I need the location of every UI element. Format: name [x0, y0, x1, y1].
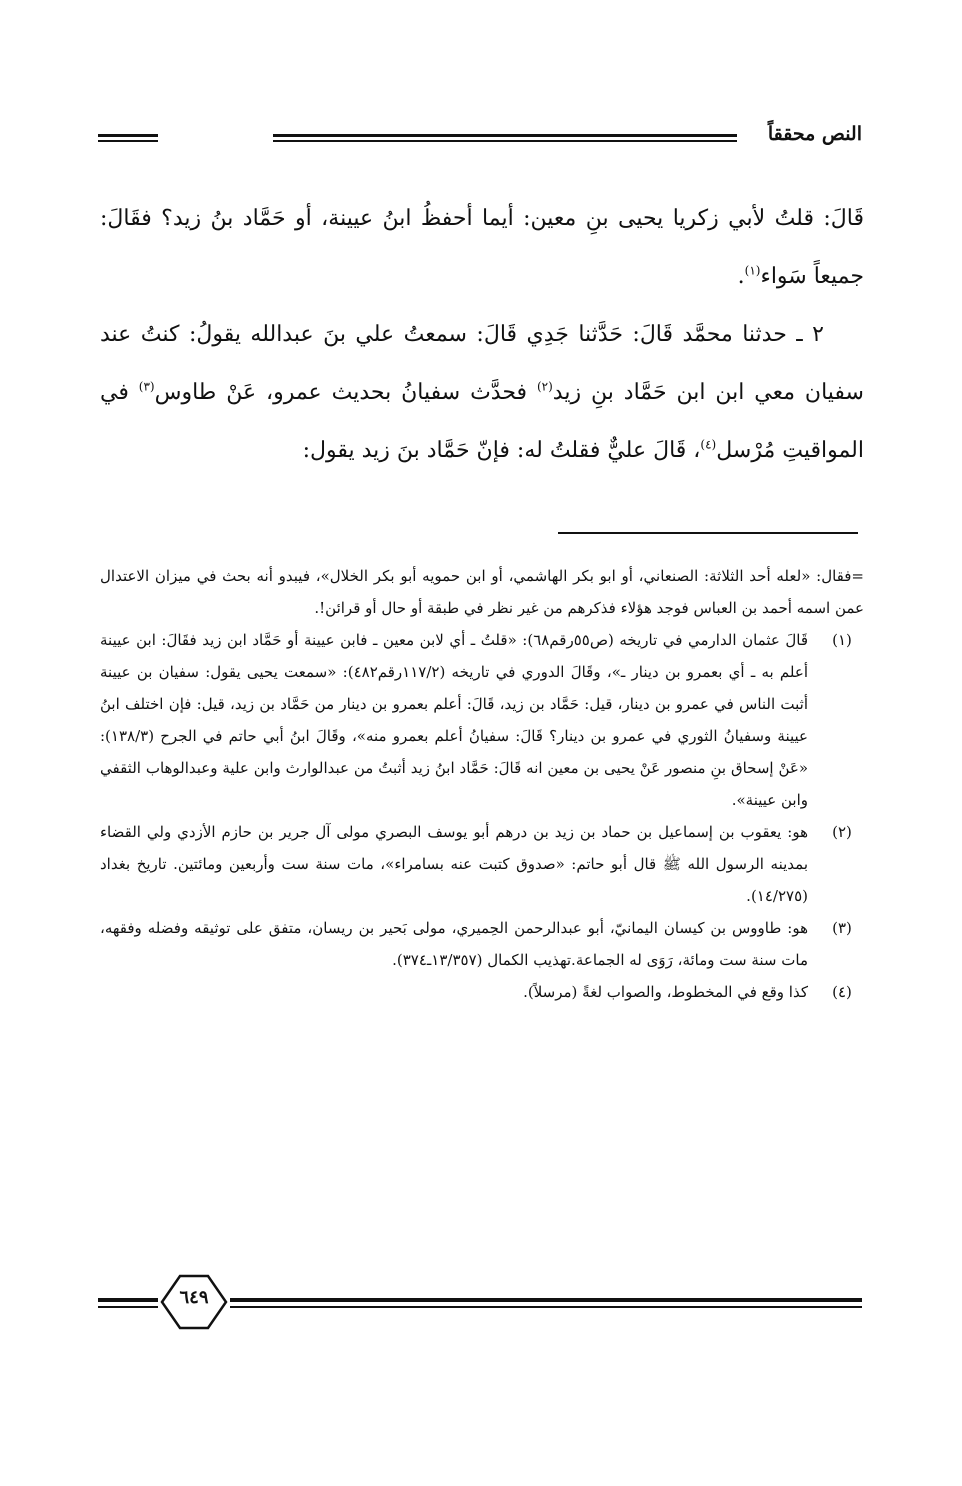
footnote-text: هو: يعقوب بن إسماعيل بن حماد بن زيد بن درهم أبو يوسف البصري مولى آل جرير بن حازم الأزدي ولي القضاء بمدينه الرسول الله ﷺ قال أبو حاتم: «صدوق كتبت عنه بسامراء»، مات سنة ست وأربعين ومائتين. تاريخ بغداد (١٤/٢٧٥).	[100, 823, 808, 905]
header-title: النص محققاً	[758, 122, 862, 146]
footnote-ref-4: (٤)	[700, 437, 717, 452]
main-text	[100, 190, 864, 480]
footnote-continuation: =فقال: «لعله أحد الثلاثة: الصنعاني، أو ابو بكر الهاشمي، أو ابن حمويه أبو بكر الخلال»، فيبدو أنه بحث في ميزان الاعتدال عمن اسمه أحمد بن العباس فوجد هؤلاء فذكرهم من غير نظر في طبقة أو حال أو قرائن!.	[100, 567, 864, 617]
paragraph-1	[100, 190, 864, 306]
header-rule	[273, 134, 737, 137]
footnote-ref-1: (١)	[744, 263, 761, 278]
footnote-number: (٣)	[832, 919, 852, 937]
paragraph-2-text-c: في المواقيتِ مُرْسل	[100, 380, 864, 463]
footnotes	[100, 560, 864, 1008]
footnote-text: كذا وقع في المخطوط، والصواب لغةً (مرسلاً).	[523, 983, 808, 1001]
paragraph-2-text-a: ٢ ـ حدثنا محمَّد قَالَ: حَدَّثنا جَدِي قَالَ: سمعتُ علي بنَ عبدالله يقولُ: كنتُ عند سفيان معي ابن ابن حَمَّاد بنِ زيد	[100, 322, 864, 405]
footnote-number: (١)	[832, 631, 852, 649]
running-header	[98, 122, 862, 152]
footnote-text: هو: طاووس بن كيسان اليمانيّ، أبو عبدالرحمن الحِميري، مولى بَحير بن ريسان، متفق على توثيقه وفضله وفقهه، مات سنة ست ومائة، رَوَى له الجماعة.تهذيب الكمال (١٣/٣٥٧ـ٣٧٤).	[100, 919, 808, 969]
paragraph-2	[100, 306, 864, 480]
footnote-separator	[558, 532, 858, 534]
header-rule-short	[98, 134, 158, 137]
paragraph-2-text-b: فحدَّث سفيانُ بحديث عمرو، عَنْ طاوس	[154, 380, 537, 405]
paragraph-1-end: .	[737, 264, 745, 289]
footnote-1	[100, 624, 864, 816]
footnote-2	[100, 816, 864, 912]
footnote-ref-2: (٢)	[536, 379, 553, 394]
footnote-3	[100, 912, 864, 976]
footnote-number: (٢)	[832, 823, 852, 841]
footnote-4	[100, 976, 864, 1008]
footer-rule-right	[230, 1298, 862, 1302]
paragraph-2-text-d: ، قَالَ عليٌّ فقلتُ له: فإنّ حَمَّاد بنَ زيد يقول:	[302, 438, 701, 463]
page-number: ٦٤٩	[179, 1287, 209, 1308]
paragraph-1-text: قَالَ: قلتُ لأبي زكريا يحيى بنِ معين: أيما أحفظُ ابنُ عيينة، أو حَمَّاد بنُ زيد؟ فقَالَ: جميعاً سَواء	[100, 206, 864, 289]
page-footer	[98, 1272, 862, 1342]
footnote-number: (٤)	[832, 983, 852, 1001]
footer-rule-left	[98, 1298, 158, 1302]
footnote-ref-3: (٣)	[138, 379, 155, 394]
footnote-text: قَالَ عثمان الدارمي في تاريخه (ص٥٥رقم٦٨): «قلتُ ـ أي لابن معين ـ فابن عيينة أو حَمَّاد ابن زيد فقَالَ: ابن عيينة أعلم به ـ أي بعمرو بن دينار ـ»، وقَالَ الدوري في تاريخه (١١٧/٢رقم٤٨٢): «سمعت يحيى يقول: سفيان بن عيينة أثبت الناس في عمرو بن دينار، قيل: حَمَّاد بن زيد، قَالَ: أعلم بعمرو بن دينار من حَمَّاد بن زيد، قيل: فإن اختلف ابنُ عيينة وسفيانُ الثوري في عمرو بن دينار؟ قَالَ: سفيانُ أعلم بعمرو منه»، وقَالَ ابنُ أبي حاتم في الجرح (١٣٨/٣): «عَنْ إسحاق بنِ منصور عَنْ يحيى بن معين انه قَالَ: حَمَّاد ابنُ زيد أثبتُ من عبدالوارث وابن علية وعبدالوهاب الثقفي وابن عيينة».	[100, 631, 808, 809]
